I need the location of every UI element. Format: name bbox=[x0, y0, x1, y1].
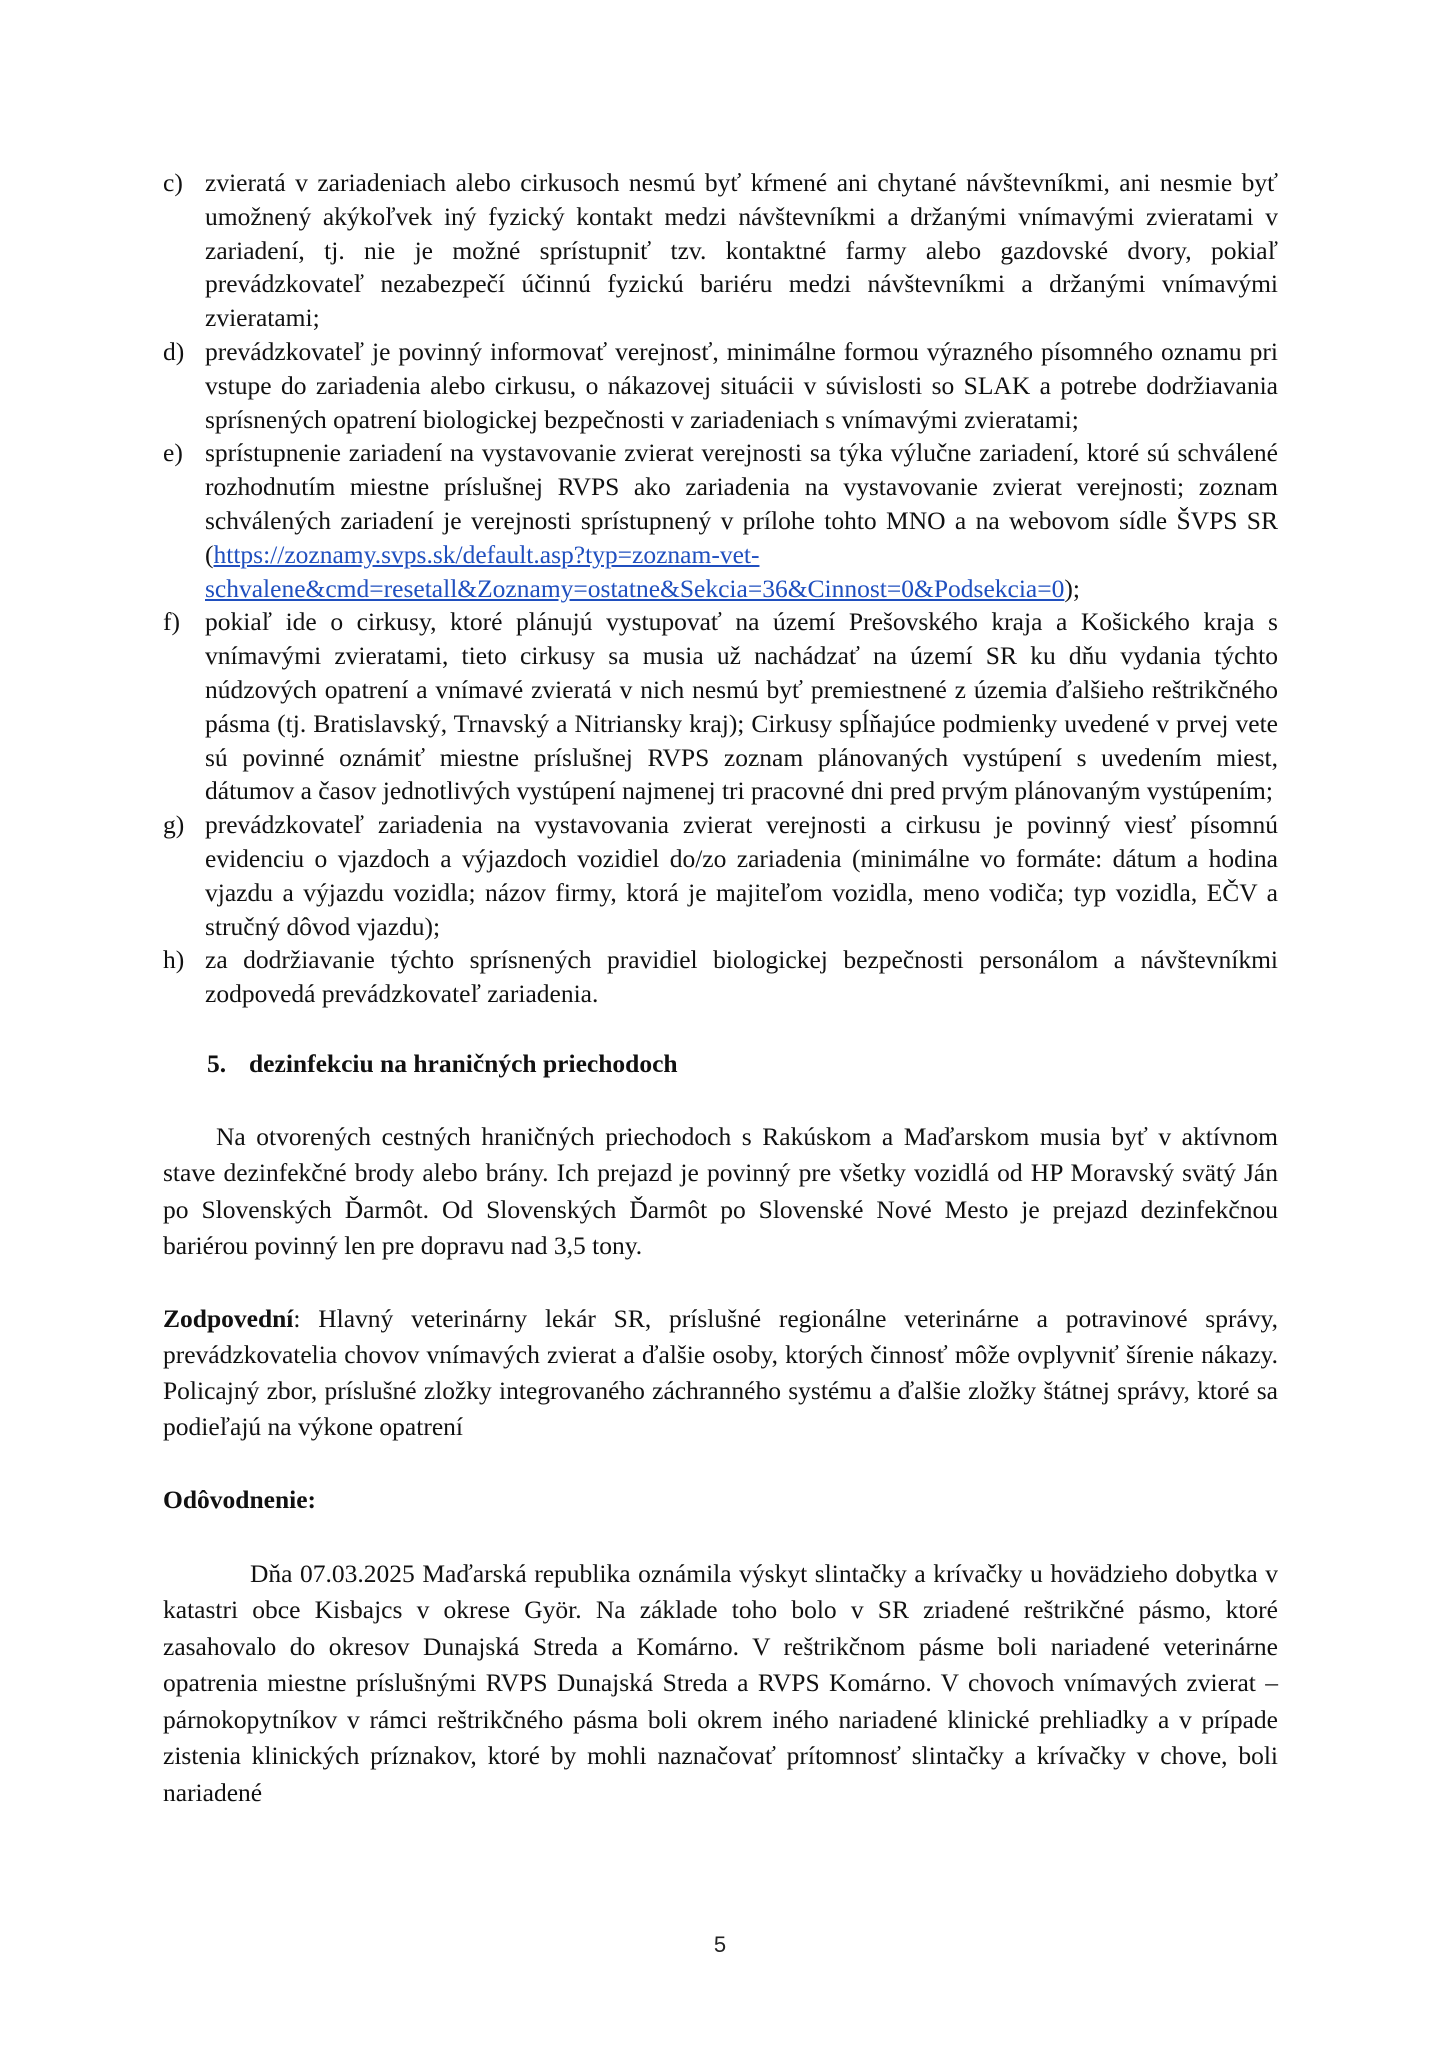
list-marker: d) bbox=[163, 336, 185, 366]
page-number: 5 bbox=[713, 1932, 727, 1957]
section-title: dezinfekciu na hraničných priechodoch bbox=[249, 1048, 678, 1078]
border-crossing-paragraph: Na otvorených cestných hraničných priechodoch s Rakúskom a Maďarskom musia byť v aktívnom stave dezinfekčné brody alebo brány. Ich prejazd je povinný pre všetky vozidlá od HP Moravský svätý Ján po Slovenských Ďarmôt. Od Slovenských Ďarmôt po Slovenské Nové Mesto je prejazd dezinfekčnou bariérou povinný len pre dopravu nad 3,5 tony. bbox=[163, 1121, 1278, 1261]
list-marker: c) bbox=[163, 168, 183, 197]
section-number: 5. bbox=[207, 1048, 227, 1078]
justification-heading: Odôvodnenie: bbox=[163, 1484, 317, 1514]
list-marker: g) bbox=[163, 810, 185, 840]
list-item-c bbox=[163, 166, 1278, 335]
justification-paragraph: Dňa 07.03.2025 Maďarská republika oznámila výskyt slintačky a krívačky u hovädzieho dobytka v katastri obce Kisbajcs v okrese Györ. Na základe toho bolo v SR zriadené reštrikčné pásmo, ktoré zasahovalo do okresov Dunajská Streda a Komárno. V reštrikčnom pásme boli nariadené veterinárne opatrenia miestne príslušnými RVPS Dunajská Streda a RVPS Komárno. V chovoch vnímavých zvierat – párnokopytníkov v rámci reštrikčného pásma boli okrem iného nariadené klinické prehliadky a v prípade zistenia klinických príznakov, ktoré by mohli naznačovať prítomnosť slintačky a krívačky v chove, boli nariadené bbox=[163, 1558, 1278, 1807]
svps-registry-link[interactable]: https://zoznamy.svps.sk/default.asp?typ=zoznam-vet-schvalene&cmd=resetall&Zoznamy=ostatne&Sekcia=36&Cinnost=0&Podsekcia=0 bbox=[205, 539, 1065, 603]
list-item-d bbox=[163, 335, 1278, 436]
list-marker: e) bbox=[163, 438, 183, 468]
list-item-h bbox=[163, 943, 1278, 1011]
list-item-text: zvieratá v zariadeniach alebo cirkusoch nesmú byť kŕmené ani chytané návštevníkmi, ani nesmie byť umožnený akýkoľvek iný fyzický kontakt medzi návštevníkmi a držanými vnímavými zvieratami v zariadení, tj. nie je možné sprístupniť tzv. kontaktné farmy alebo gazdovské dvory, pokiaľ prevádzkovateľ nezabezpečí účinnú fyzickú bariéru medzi návštevníkmi a držanými vnímavými zvieratami; bbox=[205, 168, 1278, 333]
list-item-g bbox=[163, 808, 1278, 943]
list-marker: h) bbox=[163, 945, 185, 975]
list-item-text: pokiaľ ide o cirkusy, ktoré plánujú vystupovať na území Prešovského kraja a Košického kraja s vnímavými zvieratami, tieto cirkusy sa musia už nachádzať na území SR ku dňu vydania týchto núdzových opatrení a vnímavé zvieratá v nich nesmú byť premiestnené z územia ďalšieho reštrikčného pásma (tj. Bratislavský, Trnavský a Nitriansky kraj); Cirkusy spĺňajúce podmienky uvedené v prvej vete sú povinné oznámiť miestne príslušnej RVPS zoznam plánovaných vystúpení s uvedením miest, dátumov a časov jednotlivých vystúpení najmenej tri pracovné dni pred prvým plánovaným vystúpením; bbox=[205, 607, 1278, 806]
list-item-text: za dodržiavanie týchto sprísnených pravidiel biologickej bezpečnosti personálom a návštevníkmi zodpovedá prevádzkovateľ zariadenia. bbox=[205, 945, 1278, 1009]
list-item-text: prevádzkovateľ zariadenia na vystavovania zvierat verejnosti a cirkusu je povinný viesť písomnú evidenciu o vjazdoch a výjazdoch vozidiel do/zo zariadenia (minimálne vo formáte: dátum a hodina vjazdu a výjazdu vozidla; názov firmy, ktorá je majiteľom vozidla, meno vodiča; typ vozidla, EČV a stručný dôvod vjazdu); bbox=[205, 810, 1278, 941]
list-item-text-before-link: sprístupnenie zariadení na vystavovanie zvierat verejnosti sa týka výlučne zariadení, ktoré sú schválené rozhodnutím miestne príslušnej RVPS ako zariadenia na vystavovanie zvierat verejnosti; zoznam schválených zariadení je verejnosti sprístupnený v prílohe tohto MNO a na webovom sídle ŠVPS SR ( bbox=[205, 438, 1278, 569]
list-marker: f) bbox=[163, 607, 180, 637]
list-item-e bbox=[163, 436, 1278, 605]
list-item-f bbox=[163, 605, 1278, 808]
list-item-text: prevádzkovateľ je povinný informovať verejnosť, minimálne formou výrazného písomného oznamu pri vstupe do zariadenia alebo cirkusu, o nákazovej situácii v súvislosti so SLAK a potrebe dodržiavania sprísnených opatrení biologickej bezpečnosti v zariadeniach s vnímavými zvieratami; bbox=[205, 336, 1278, 434]
responsible-label: Zodpovední bbox=[163, 1303, 294, 1333]
list-item-text-after-link: ); bbox=[1064, 573, 1080, 603]
page-content bbox=[163, 166, 1278, 1811]
section-heading bbox=[163, 1047, 1278, 1081]
measures-list bbox=[163, 166, 1278, 1011]
responsible-text: : Hlavný veterinárny lekár SR, príslušné regionálne veterinárne a potravinové správy, prevádzkovatelia chovov vnímavých zvierat a ďalšie osoby, ktorých činnosť môže ovplyvniť šírenie nákazy. Policajný zbor, príslušné zložky integrovaného záchranného systému a ďalšie zložky štátnej správy, ktoré sa podieľajú na výkone opatrení bbox=[163, 1303, 1278, 1441]
responsible-paragraph bbox=[163, 1301, 1278, 1445]
list-item-text bbox=[205, 436, 1278, 605]
